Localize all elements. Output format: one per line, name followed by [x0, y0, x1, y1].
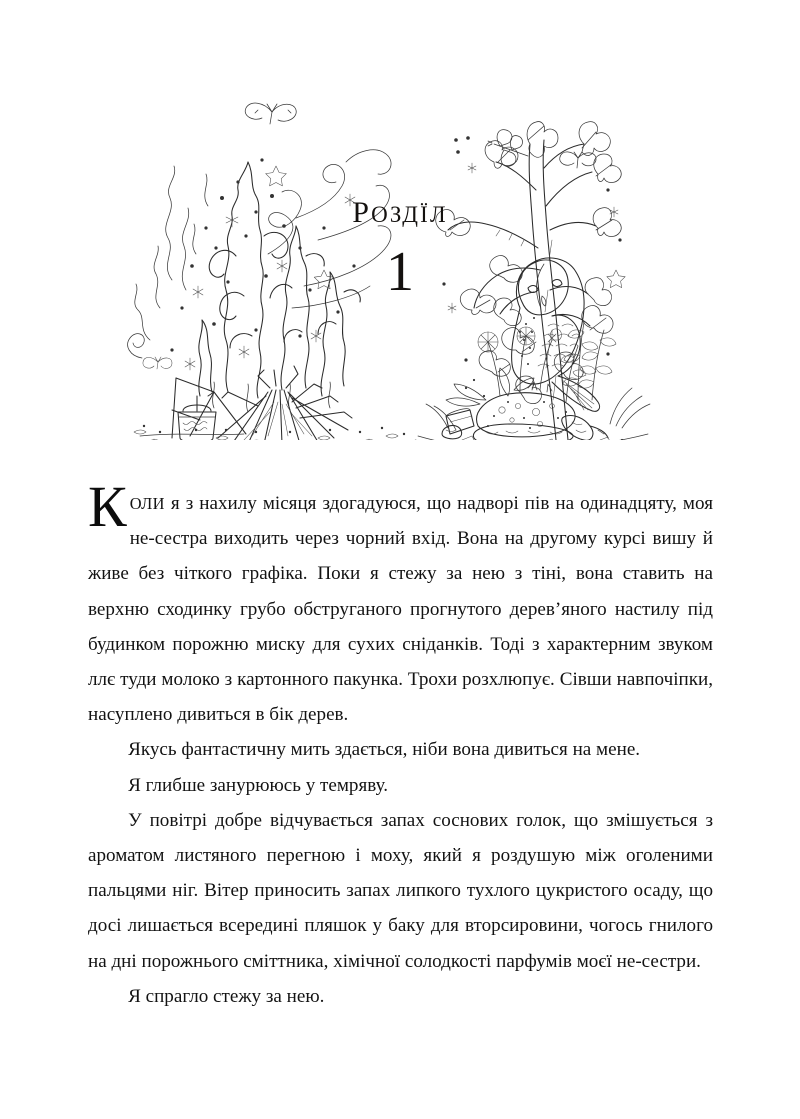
- sparks-and-stars: [170, 158, 355, 370]
- paragraph-4: У повітрі добре відчувається запах соснових голок, що змішується з ароматом листяного перегною і моху, який я роздушую між оголеними пальцями ніг. Вітер приносить запах липкого тухлого цукристого осаду, що досі лишається всередині пляшок у баку для вторсировини, чогось гнилого на дні порожнього сміттника, хімічної солодкості парфумів моєї не-сестри.: [88, 809, 713, 972]
- branch-texture: [496, 230, 556, 400]
- cushion-stains: [499, 403, 555, 426]
- butterfly-right-icon: [560, 152, 596, 168]
- chapter-body: [88, 474, 713, 1014]
- tin-cans: [442, 409, 474, 439]
- flame-licks: [213, 382, 331, 412]
- chapter-label-rest: ОЗДЇЛ: [371, 202, 448, 227]
- butterfly-small-icon: [143, 357, 172, 369]
- drop-cap-smallcaps: ОЛИ: [129, 494, 165, 513]
- paragraph-2: Якусь фантастичну мить здається, ніби вона дивиться на мене.: [128, 739, 641, 761]
- chapter-headpiece-illustration: [0, 40, 800, 440]
- chapter-label-initial: Р: [352, 196, 372, 229]
- paragraph-3: Я глибше занурююсь у темряву.: [128, 774, 389, 796]
- right-sparks: [442, 136, 625, 361]
- weeds: [426, 322, 650, 430]
- cooking-pot: [178, 396, 216, 440]
- drop-cap: К: [88, 474, 127, 539]
- campfire-group: [128, 103, 416, 440]
- paragraph-5: Я спрагло стежу за нею.: [128, 985, 325, 1007]
- breast-speckles: [519, 317, 535, 365]
- kindling-pile: [218, 366, 352, 440]
- smoke-curls: [128, 166, 208, 358]
- chapter-number: 1: [386, 241, 414, 303]
- discarded-cushion: [473, 393, 575, 440]
- ground-debris: [143, 425, 405, 435]
- kindling-texture: [244, 402, 312, 440]
- butterfly-icon: [245, 103, 296, 124]
- dragonfly-icon: [488, 130, 528, 167]
- ground-line: [128, 434, 416, 440]
- paragraph-1: [88, 474, 713, 732]
- owl-oak-group: [418, 122, 650, 440]
- paragraph-1-text: я з нахилу місяця здогадуюся, що надворі пів на одинадцяту, моя не-сестра виходить через чорний вхід. Вона на другому курсі вишу й живе без чіткого графіка. Поки я стежу за нею з тіні, вона ставить на верхню сходинку грубо обструганого прогнутого дерев’яного настилу під будинком порожню миску для сухих сніданків. Тоді з характерним звуком ллє туди молоко з картонного пакунка. Трохи розхлюпує. Сівши навпочіпки, насуплено дивиться в бік дерев.: [88, 493, 713, 726]
